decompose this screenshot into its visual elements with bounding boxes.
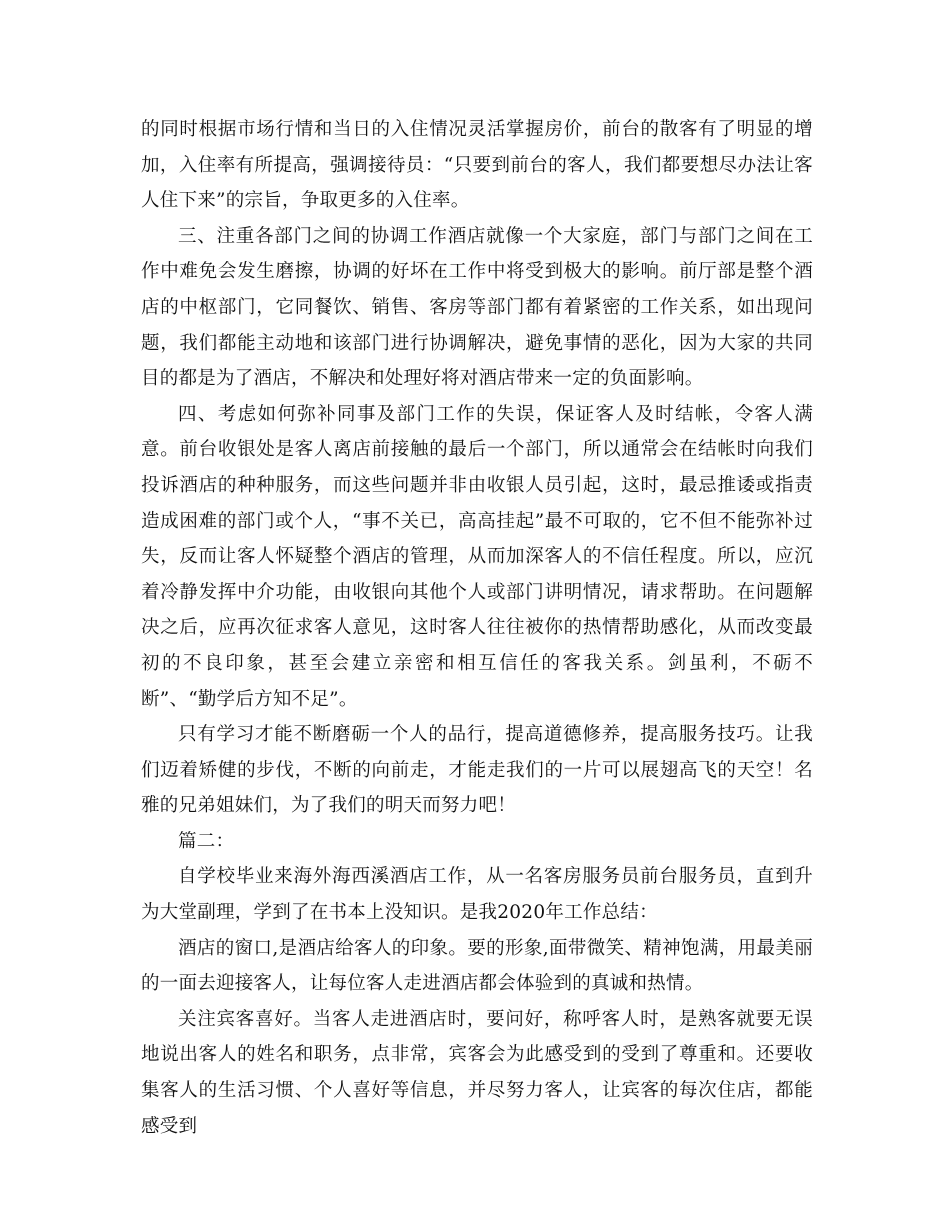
- paragraph: 的同时根据市场行情和当日的入住情况灵活掌握房价，前台的散客有了明显的增加，入住率有所提高，强调接待员：“只要到前台的客人，我们都要想尽办法让客人住下来”的宗旨，争取更多的入住率。: [141, 119, 813, 212]
- paragraph: 酒店的窗口,是酒店给客人的印象。要的形象,面带微笑、精神饱满，用最美丽的一面去迎接客人，让每位客人走进酒店都会体验到的真诚和热情。: [141, 937, 813, 995]
- paragraph: 只有学习才能不断磨砺一个人的品行，提高道德修养，提高服务技巧。让我们迈着矫健的步伐，不断的向前走，才能走我们的一片可以展翅高飞的天空！名雅的兄弟姐妹们，为了我们的明天而努力吧！: [141, 724, 813, 817]
- document-body: [141, 112, 813, 1144]
- paragraph: 关注宾客喜好。当客人走进酒店时，要问好，称呼客人时，是熟客就要无误地说出客人的姓名和职务，点非常，宾客会为此感受到的受到了尊重和。还要收集客人的生活习惯、个人喜好等信息，并尽努力客人，让宾客的每次住店，都能感受到: [141, 1008, 813, 1137]
- paragraph: 四、考虑如何弥补同事及部门工作的失误，保证客人及时结帐，令客人满意。前台收银处是客人离店前接触的最后一个部门，所以通常会在结帐时向我们投诉酒店的种种服务，而这些问题并非由收银人员引起，这时，最忌推诿或指责造成困难的部门或个人，“事不关已，高高挂起”最不可取的，它不但不能弥补过失，反而让客人怀疑整个酒店的管理，从而加深客人的不信任程度。所以，应沉着冷静发挥中介功能，由收银向其他个人或部门讲明情况，请求帮助。在问题解决之后，应再次征求客人意见，这时客人往往被你的热情帮助感化，从而改变最初的不良印象，甚至会建立亲密和相互信任的客我关系。剑虽利，不砺不断”、“勤学后方知不足”。: [141, 403, 813, 710]
- paragraph: 自学校毕业来海外海西溪酒店工作，从一名客房服务员前台服务员，直到升为大堂副理，学到了在书本上没知识。是我2020年工作总结：: [141, 866, 813, 924]
- section-heading: 篇二：: [178, 830, 235, 852]
- paragraph: 三、注重各部门之间的协调工作酒店就像一个大家庭，部门与部门之间在工作中难免会发生磨擦，协调的好坏在工作中将受到极大的影响。前厅部是整个酒店的中枢部门，它同餐饮、销售、客房等部门都有着紧密的工作关系，如出现问题，我们都能主动地和该部门进行协调解决，避免事情的恶化，因为大家的共同目的都是为了酒店，不解决和处理好将对酒店带来一定的负面影响。: [141, 225, 813, 390]
